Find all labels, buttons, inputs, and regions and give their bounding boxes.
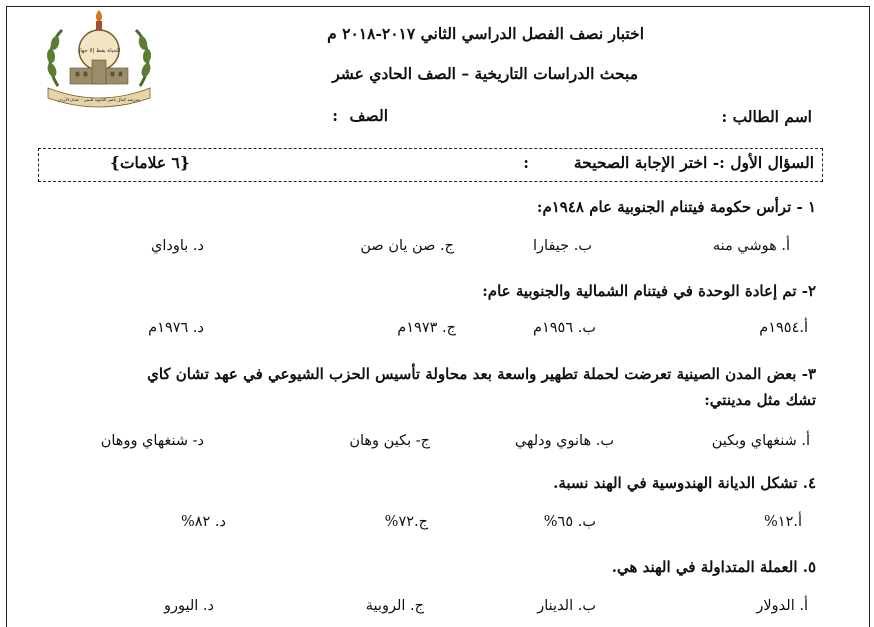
question-1: ١ - ترأس حكومة فيتنام الجنوبية عام ١٩٤٨م:: [536, 198, 816, 216]
q5-option-a: أ. الدولار: [756, 598, 808, 614]
question-5: ٥. العملة المتداولة في الهند هي.: [611, 558, 816, 576]
q1-option-a: أ. هوشي منه: [712, 238, 790, 254]
q1-option-b: ب. جيفارا: [533, 238, 592, 254]
q3-option-b: ب. هانوي ودلهي: [514, 433, 614, 449]
subject-title: مبحث الدراسات التاريخية – الصف الحادي عشر: [332, 64, 638, 83]
q2-option-a: أ.١٩٥٤م: [759, 320, 808, 336]
section-title: السؤال الأول :- اختر الإجابة الصحيحة: [573, 153, 814, 172]
torch-flame-icon: [96, 10, 102, 22]
emblem-motto: الحياة يقظ إلا جهاد: [77, 48, 121, 54]
q4-option-d: د. ٨٢%: [180, 514, 226, 530]
q2-option-d: د. ١٩٧٦م: [148, 320, 204, 336]
class-colon: :: [332, 106, 338, 125]
q4-option-b: ب. ٦٥%: [543, 514, 596, 530]
q3-option-a: أ. شنغهاي وبكين: [711, 433, 810, 449]
question-3-line-1: ٣- بعض المدن الصينية تعرضت لحملة تطهير واسعة بعد محاولة تأسيس الحزب الشيوعي في عهد تشان كاي: [147, 365, 816, 383]
school-logo: [40, 8, 158, 108]
q2-option-b: ب. ١٩٥٦م: [532, 320, 596, 336]
question-4: ٤. تشكل الديانة الهندوسية في الهند نسبة.: [553, 474, 816, 492]
exam-title: اختبار نصف الفصل الدراسي الثاني ٢٠١٧-٢٠١٨ م: [327, 24, 644, 43]
student-name-label: اسم الطالب :: [721, 107, 812, 126]
q1-option-d: د. باوداي: [151, 238, 204, 254]
ribbon-text: مدرسة كمال ناصر الثانوية للبنين - عمان الأردن: [58, 97, 140, 102]
section-marks: {٦ علامات}: [110, 153, 190, 172]
q5-option-d: د. اليورو: [164, 598, 214, 614]
q1-option-c: ج. صن يان صن: [360, 238, 454, 254]
q3-option-d: د- شنغهاي ووهان: [100, 433, 204, 449]
question-2: ٢- تم إعادة الوحدة في فيتنام الشمالية والجنوبية عام:: [482, 282, 816, 300]
q5-option-c: ج. الروبية: [365, 598, 424, 614]
q4-option-a: أ.١٢%: [764, 514, 802, 530]
q5-option-b: ب. الدينار: [537, 598, 596, 614]
class-label: الصف: [349, 106, 388, 125]
q2-option-c: ج. ١٩٧٣م: [397, 320, 456, 336]
question-3-line-2: تشك مثل مدينتي:: [704, 391, 816, 409]
q4-option-c: ج.٧٢%: [384, 514, 428, 530]
section-colon: :: [523, 153, 529, 172]
building-icon: [70, 60, 128, 84]
q3-option-c: ج- بكين وهان: [349, 433, 430, 449]
